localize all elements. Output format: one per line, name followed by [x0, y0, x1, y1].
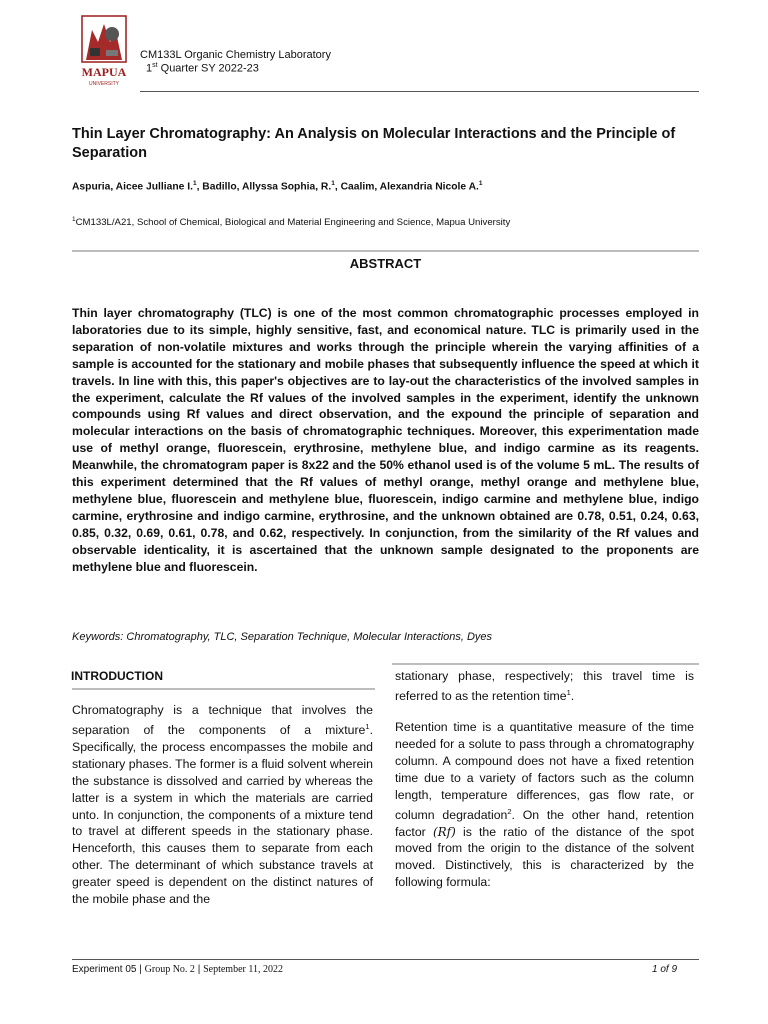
intro-right-text-1: stationary phase, respectively; this travel time is referred to as the retention time: [395, 669, 694, 703]
intro-right-text-2: Retention time is a quantitative measure of the time needed for a solute to pass through a chromatography column. A compound does not have a fixed retention time due to a variety of factors such as the column length, temperature differences, gas flow rate, or column degradation: [395, 720, 694, 822]
introduction-right-paragraph-1: [395, 668, 694, 705]
footer-date: September 11, 2022: [203, 964, 283, 975]
citation-2: 2: [507, 806, 512, 816]
abstract-body: Thin layer chromatography (TLC) is one of the most common chromatographic processes employed in laboratories due to its simple, highly sensitive, fast, and economical nature. TLC is primarily used in the separation of non-volatile mixtures and works through the principle wherein the varying affinities of a sample is accounted for the stationary and mobile phases that subsequently influence the speed at which it travels. In line with this, this paper's objectives are to lay-out the characteristics of the involved samples in the experiment, calculate the Rf values of the involved samples in the experiment, identify the unknown compounds using Rf values and direct observation, and the expound the principle of separation and molecular interactions on the basis of chromatographic techniques. Moreover, this experimentation made use of methyl orange, fluorescein, erythrosine, methylene blue, and indigo carmine as its reagents. Meanwhile, the chromatogram paper is 8x22 and the 50% ethanol used is of the volume 5 mL. The results of this experiment determined that the Rf values of methyl orange, methyl orange and methylene blue, methylene blue, fluorescein and methylene blue, fluorescein, indigo carmine and methylene blue, indigo carmine, erythrosine and indigo carmine, erythrosine, and the unknown obtained are 0.78, 0.51, 0.24, 0.63, 0.85, 0.32, 0.69, 0.61, 0.78, and 0.62, respectively. In conjunction, from the similarity of the Rf values and observable identicality, it is ascertained that the unknown sample designated to the proponents are methylene blue and fluorescein.: [72, 306, 699, 574]
university-logo: [76, 12, 132, 90]
author-1-affil: 1: [192, 180, 197, 187]
abstract-heading: ABSTRACT: [349, 256, 422, 271]
author-list: [72, 180, 712, 192]
author-2: , Badillo, Allyssa Sophia, R.: [196, 181, 332, 193]
course-name: CM133L Organic Chemistry Laboratory: [140, 49, 331, 61]
citation-1b: 1: [566, 687, 571, 697]
quarter-label: [146, 62, 259, 75]
keywords: Keywords: Chromatography, TLC, Separation Technique, Molecular Interactions, Dyes: [72, 631, 493, 643]
intro-left-text-2: . Specifically, the process encompasses the mobile and stationary phases. The former is a fluid solvent wherein the substance is dissolved and carried by whereas the latter is a system in which the materials are carried unto. In conjunction, the components of a mixture tend to travel at different speeds in the stationary phase. Henceforth, this causes them to separate from each other. The determinant of which substance travels at greater speed is dependent on the distinct natures of the mobile phase and the: [72, 723, 373, 907]
affiliation: [72, 216, 712, 228]
citation-1: 1: [365, 721, 370, 731]
logo-wordmark: MAPUA: [81, 65, 127, 79]
quarter-number: 1: [146, 62, 153, 75]
intro-left-text-1: Chromatography is a technique that involves the separation of the components of a mixture: [72, 703, 373, 737]
author-3: , Caalim, Alexandria Nicole A.: [334, 181, 479, 193]
footer-separator-2: |: [194, 964, 204, 975]
footer-experiment: Experiment 05: [72, 964, 137, 975]
footer-divider: [72, 959, 699, 960]
author-2-affil: 1: [331, 180, 335, 187]
footer-separator-1: |: [136, 964, 145, 975]
affiliation-text: CM133L/A21, School of Chemical, Biological and Material Engineering and Science, Mapua University: [75, 217, 511, 229]
introduction-heading: INTRODUCTION: [71, 669, 163, 683]
footer-group: Group No. 2: [144, 964, 195, 975]
quarter-text: Quarter SY 2022-23: [157, 62, 259, 75]
introduction-left-column: [72, 702, 373, 908]
page-number: 1 of 9: [652, 964, 678, 975]
intro-right-text-4: is the ratio of the distance of the spot moved from the origin to the distance of the solvent moved. Distinctively, this is characterized by the following formula:: [395, 824, 695, 890]
header-divider: [140, 91, 699, 92]
author-3-affil: 1: [478, 180, 483, 187]
intro-right-text-3: . On the other hand, retention factor: [395, 807, 694, 839]
author-1: Aspuria, Aicee Julliane I.: [72, 181, 193, 193]
footer-info: [72, 964, 283, 975]
logo-subtext: UNIVERSITY: [88, 81, 120, 87]
abstract-divider-top: [72, 250, 699, 252]
quarter-ordinal: st: [152, 62, 158, 69]
introduction-divider: [72, 688, 375, 690]
keywords-divider: [392, 663, 699, 665]
intro-right-text-1-end: .: [570, 689, 575, 703]
rf-symbol: (Rf): [432, 824, 456, 839]
affiliation-marker: 1: [72, 216, 76, 223]
introduction-right-paragraph-2: [395, 719, 694, 891]
paper-title: Thin Layer Chromatography: An Analysis on Molecular Interactions and the Principle of Separation: [72, 126, 676, 161]
